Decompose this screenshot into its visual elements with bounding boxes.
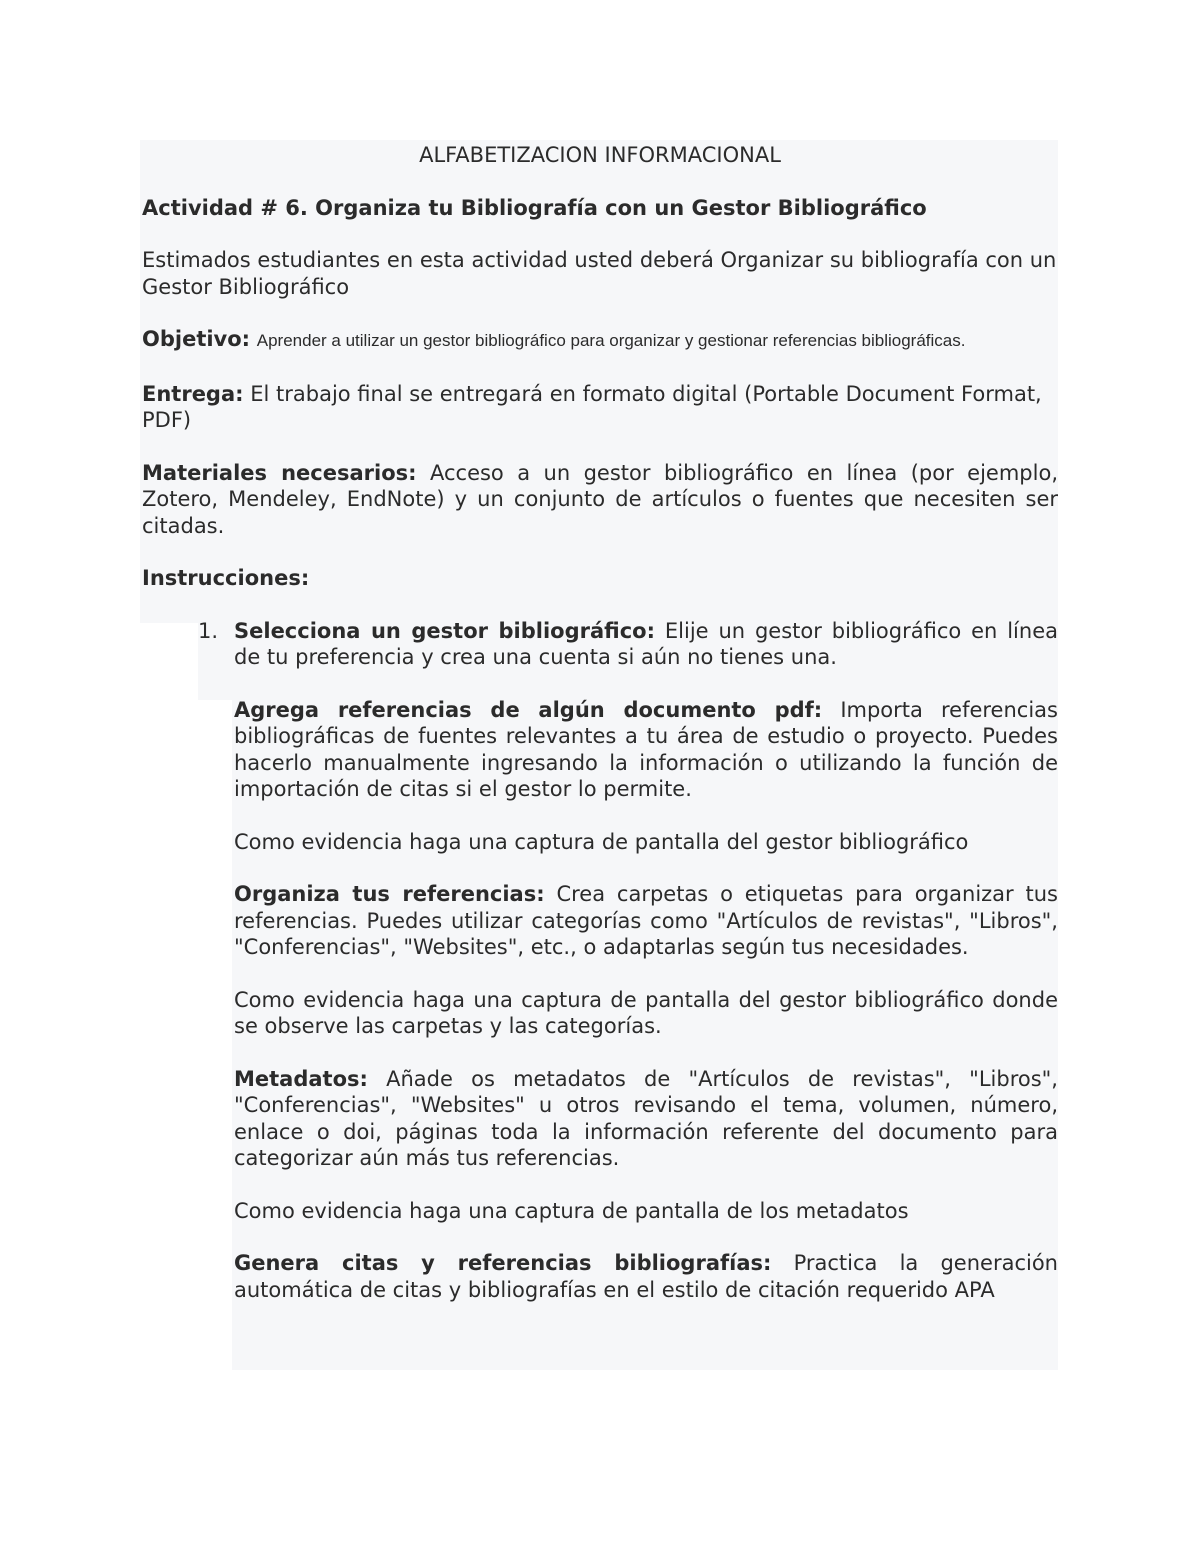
delivery-label: Entrega: xyxy=(142,381,244,406)
evidence-note: Como evidencia haga una captura de pantalla del gestor bibliográfico xyxy=(234,829,969,854)
evidence-note: Como evidencia haga una captura de pantalla de los metadatos xyxy=(234,1198,909,1223)
step-label: Genera citas y referencias bibliografías: xyxy=(234,1251,772,1275)
objective-text: Aprender a utilizar un gestor bibliográfico para organizar y gestionar referencias bibliográficas. xyxy=(256,331,966,350)
objective-paragraph xyxy=(142,326,1058,355)
materials-paragraph xyxy=(142,460,1058,540)
list-number: 1. xyxy=(198,618,219,643)
step-add-references xyxy=(234,697,1058,803)
step-label: Agrega referencias de algún documento pdf: xyxy=(234,697,823,722)
materials-label: Materiales necesarios: xyxy=(142,460,417,485)
instructions-list xyxy=(198,618,1058,1304)
step-label: Metadatos: xyxy=(234,1066,368,1091)
evidence-note: Como evidencia haga una captura de pantalla del gestor bibliográfico donde se observe las carpetas y las categorías. xyxy=(234,987,1058,1038)
step-text: Crea carpetas o etiquetas para organizar tus referencias. Puedes utilizar categorías como "Artículos de revistas", "Libros", "Conferencias", "Websites", etc., o adaptarlas según tus necesidades. xyxy=(234,882,1058,959)
step-text: Elije un gestor bibliográfico en línea de tu preferencia y crea una cuenta si aún no tienes una. xyxy=(234,618,1058,669)
list-item xyxy=(234,618,1058,1304)
step-text: Importa referencias bibliográficas de fuentes relevantes a tu área de estudio o proyecto. Puedes hacerlo manualmente ingresando la información o utilizando la función de importación de citas si el gestor lo permite. xyxy=(234,697,1058,801)
delivery-text: El trabajo final se entregará en formato digital (Portable Document Format, PDF) xyxy=(142,381,1042,432)
step-metadata xyxy=(234,1066,1058,1172)
step-label: Organiza tus referencias: xyxy=(234,882,545,906)
instructions-heading: Instrucciones: xyxy=(142,566,310,590)
step-text: Practica la generación automática de citas y bibliografías en el estilo de citación requerido APA xyxy=(234,1251,1058,1302)
step-generate-citations xyxy=(234,1250,1058,1303)
document-body xyxy=(142,140,1058,1303)
step-label: Selecciona un gestor bibliográfico: xyxy=(234,618,655,643)
step-organize-references xyxy=(234,881,1058,961)
delivery-paragraph xyxy=(142,381,1058,434)
intro-paragraph: Estimados estudiantes en esta actividad usted deberá Organizar su bibliografía con un Gestor Bibliográfico xyxy=(142,248,1057,299)
activity-heading: Actividad # 6. Organiza tu Bibliografía con un Gestor Bibliográfico xyxy=(142,195,927,220)
materials-text: Acceso a un gestor bibliográfico en línea (por ejemplo, Zotero, Mendeley, EndNote) y un conjunto de artículos o fuentes que necesiten ser citadas. xyxy=(142,460,1058,538)
step-text: Añade os metadatos de "Artículos de revistas", "Libros", "Conferencias", "Websites" u otros revisando el tema, volumen, número, enlace o doi, páginas toda la información referente del documento para categorizar aún más tus referencias. xyxy=(234,1066,1058,1170)
step-select-manager xyxy=(234,618,1058,671)
objective-label: Objetivo: xyxy=(142,327,251,351)
document-title: ALFABETIZACION INFORMACIONAL xyxy=(419,143,781,167)
